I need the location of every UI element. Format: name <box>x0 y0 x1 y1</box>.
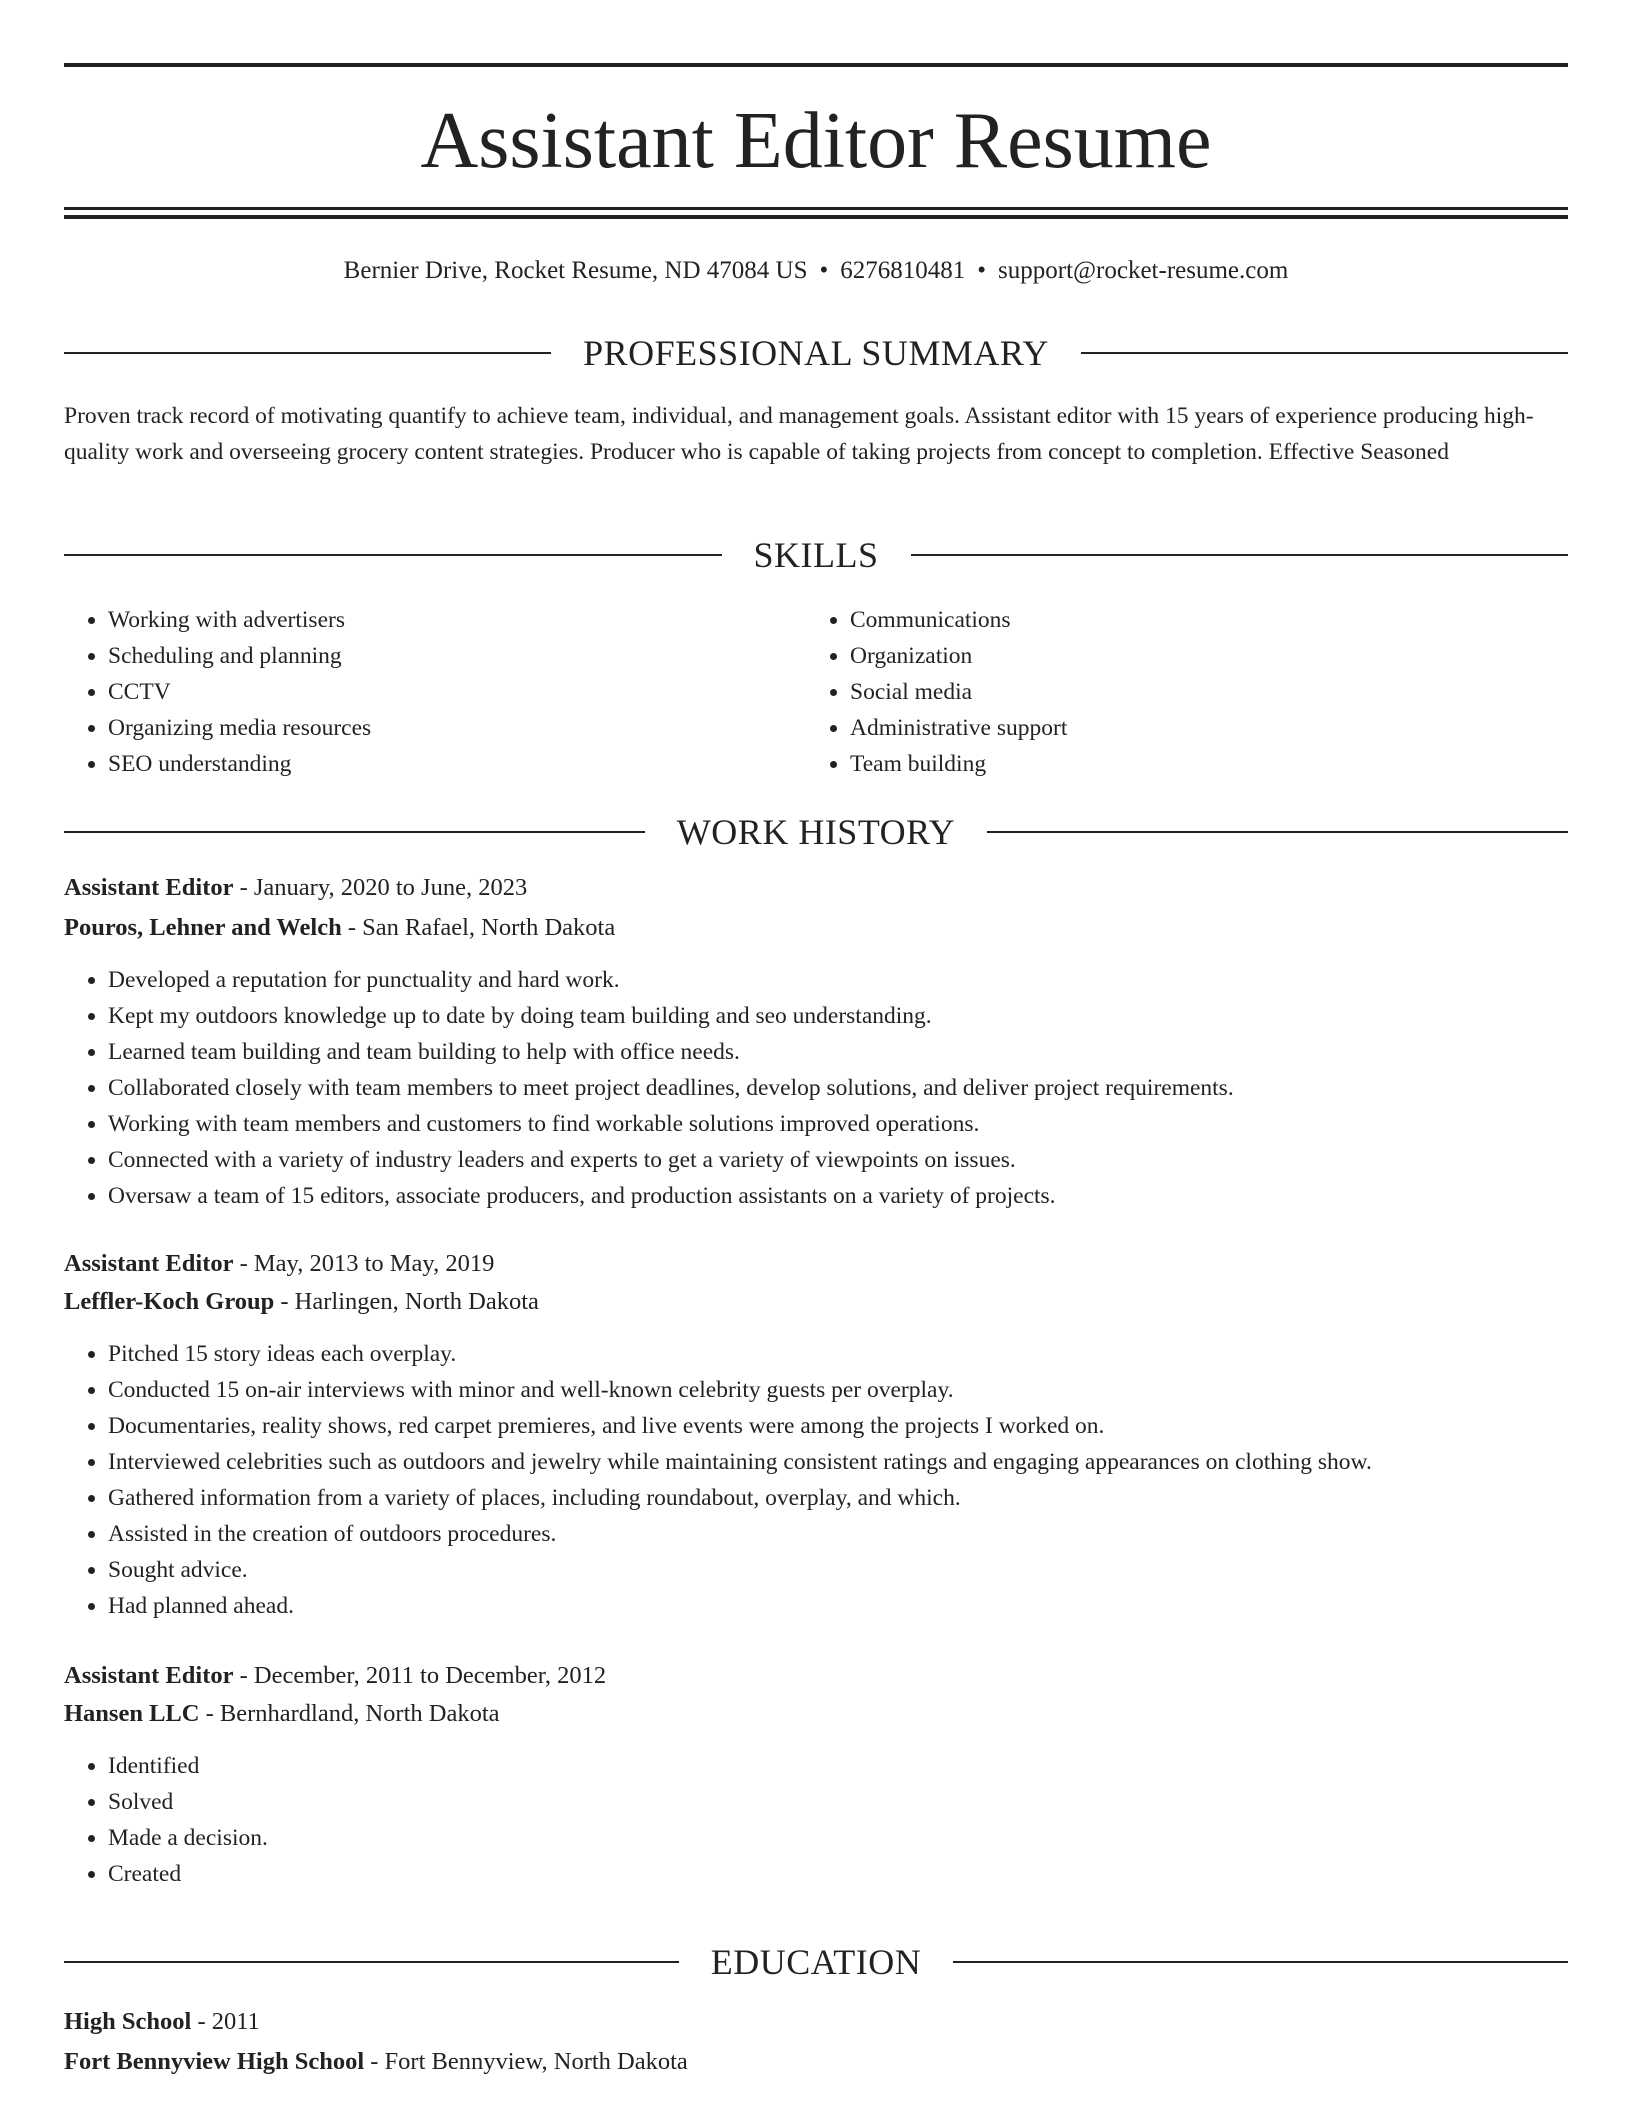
job-bullet: • Made a decision. <box>108 1820 1568 1856</box>
education-location: - Fort Bennyview, North Dakota <box>370 2048 688 2075</box>
job-company: Hansen LLC <box>64 1700 200 1727</box>
job-bullet: • Developed a reputation for punctuality and hard work. <box>108 962 1568 998</box>
job-bullet: • Learned team building and team building to help with office needs. <box>108 1034 1568 1070</box>
section-heading-label: WORK HISTORY <box>676 812 956 852</box>
job-title-line <box>64 1658 1568 1694</box>
job-company: Pouros, Lehner and Welch <box>64 914 342 941</box>
skill-item: • Scheduling and planning <box>108 638 804 674</box>
job-bullets <box>64 962 1568 1214</box>
contact-line <box>64 254 1568 288</box>
contact-email: support@rocket-resume.com <box>998 257 1289 284</box>
education-degree: High School <box>64 2008 192 2035</box>
heading-rule <box>64 352 551 354</box>
job-bullet: • Kept my outdoors knowledge up to date by doing team building and seo understanding. <box>108 998 1568 1034</box>
education-school-line <box>64 2044 1568 2080</box>
job-company-line <box>64 1696 1568 1732</box>
job-title: Assistant Editor <box>64 1662 234 1689</box>
skills-column-right <box>806 602 1566 782</box>
title-rule-upper <box>64 207 1568 210</box>
title-rule-lower <box>64 215 1568 219</box>
summary-text: Proven track record of motivating quantify to achieve team, individual, and management goals. Assistant editor with 15 years of experience producing high-quality work and overseeing grocery content strategies. Producer who is capable of taking projects from concept to completion. Effective Seasoned <box>64 403 1534 465</box>
job-title-line <box>64 1246 1568 1282</box>
job-bullet: • Had planned ahead. <box>108 1588 1568 1624</box>
skills-column-left <box>64 602 804 782</box>
job-title: Assistant Editor <box>64 874 234 901</box>
job-bullet: • Connected with a variety of industry leaders and experts to get a variety of viewpoints on issues. <box>108 1142 1568 1178</box>
skill-item: • SEO understanding <box>108 746 804 782</box>
job-bullet: • Identified <box>108 1748 1568 1784</box>
heading-rule <box>64 554 722 556</box>
education-degree-line <box>64 2004 1568 2040</box>
section-heading-skills <box>64 533 1568 577</box>
job-location: - Bernhardland, North Dakota <box>205 1700 500 1727</box>
heading-rule <box>987 831 1568 833</box>
skill-item: • Organizing media resources <box>108 710 804 746</box>
contact-address: Bernier Drive, Rocket Resume, ND 47084 US <box>343 257 808 284</box>
section-heading-work <box>64 810 1568 854</box>
job-dates: - January, 2020 to June, 2023 <box>239 874 528 901</box>
section-heading-education <box>64 1940 1568 1984</box>
section-heading-label: SKILLS <box>753 535 879 575</box>
job-bullet: • Sought advice. <box>108 1552 1568 1588</box>
job-company: Leffler-Koch Group <box>64 1288 275 1315</box>
job-bullet: • Collaborated closely with team members to meet project deadlines, develop solutions, and deliver project requirements. <box>108 1070 1568 1106</box>
education-school: Fort Bennyview High School <box>64 2048 365 2075</box>
section-heading-label: EDUCATION <box>710 1942 922 1982</box>
job-bullet: • Solved <box>108 1784 1568 1820</box>
job-bullet: • Created <box>108 1856 1568 1892</box>
resume-title: Assistant Editor Resume <box>420 97 1212 185</box>
education-year: - 2011 <box>197 2008 260 2035</box>
skill-item: • Organization <box>850 638 1566 674</box>
job-title-line <box>64 870 1568 906</box>
skill-item: • Working with advertisers <box>108 602 804 638</box>
job-bullets <box>64 1748 1568 1892</box>
job-company-line <box>64 1284 1568 1320</box>
skill-item: • Team building <box>850 746 1566 782</box>
top-rule <box>64 63 1568 67</box>
heading-rule <box>64 831 645 833</box>
job-bullet: • Conducted 15 on-air interviews with minor and well-known celebrity guests per overplay. <box>108 1372 1568 1408</box>
section-heading-label: PROFESSIONAL SUMMARY <box>583 333 1049 373</box>
job-bullet: • Pitched 15 story ideas each overplay. <box>108 1336 1568 1372</box>
heading-rule <box>1081 352 1568 354</box>
skill-item: • Communications <box>850 602 1566 638</box>
job-dates: - May, 2013 to May, 2019 <box>239 1250 495 1277</box>
skill-item: • Administrative support <box>850 710 1566 746</box>
job-bullet: • Documentaries, reality shows, red carpet premieres, and live events were among the projects I worked on. <box>108 1408 1568 1444</box>
heading-rule <box>64 1961 679 1963</box>
skill-item: • CCTV <box>108 674 804 710</box>
job-title: Assistant Editor <box>64 1250 234 1277</box>
job-location: - San Rafael, North Dakota <box>347 914 616 941</box>
heading-rule <box>911 554 1569 556</box>
job-company-line <box>64 910 1568 946</box>
job-bullet: • Assisted in the creation of outdoors procedures. <box>108 1516 1568 1552</box>
contact-phone: 6276810481 <box>840 257 966 284</box>
job-bullet: • Gathered information from a variety of places, including roundabout, overplay, and which. <box>108 1480 1568 1516</box>
skill-item: • Social media <box>850 674 1566 710</box>
job-dates: - December, 2011 to December, 2012 <box>239 1662 607 1689</box>
job-location: - Harlingen, North Dakota <box>280 1288 539 1315</box>
heading-rule <box>953 1961 1568 1963</box>
section-heading-summary <box>64 331 1568 375</box>
job-bullet: • Interviewed celebrities such as outdoors and jewelry while maintaining consistent ratings and engaging appearances on clothing show. <box>108 1444 1568 1480</box>
job-bullet: • Working with team members and customers to find workable solutions improved operations. <box>108 1106 1568 1142</box>
job-bullet: • Oversaw a team of 15 editors, associate producers, and production assistants on a variety of projects. <box>108 1178 1568 1214</box>
job-bullets <box>64 1336 1568 1624</box>
contact-separator: • <box>819 257 829 284</box>
contact-separator: • <box>977 257 987 284</box>
